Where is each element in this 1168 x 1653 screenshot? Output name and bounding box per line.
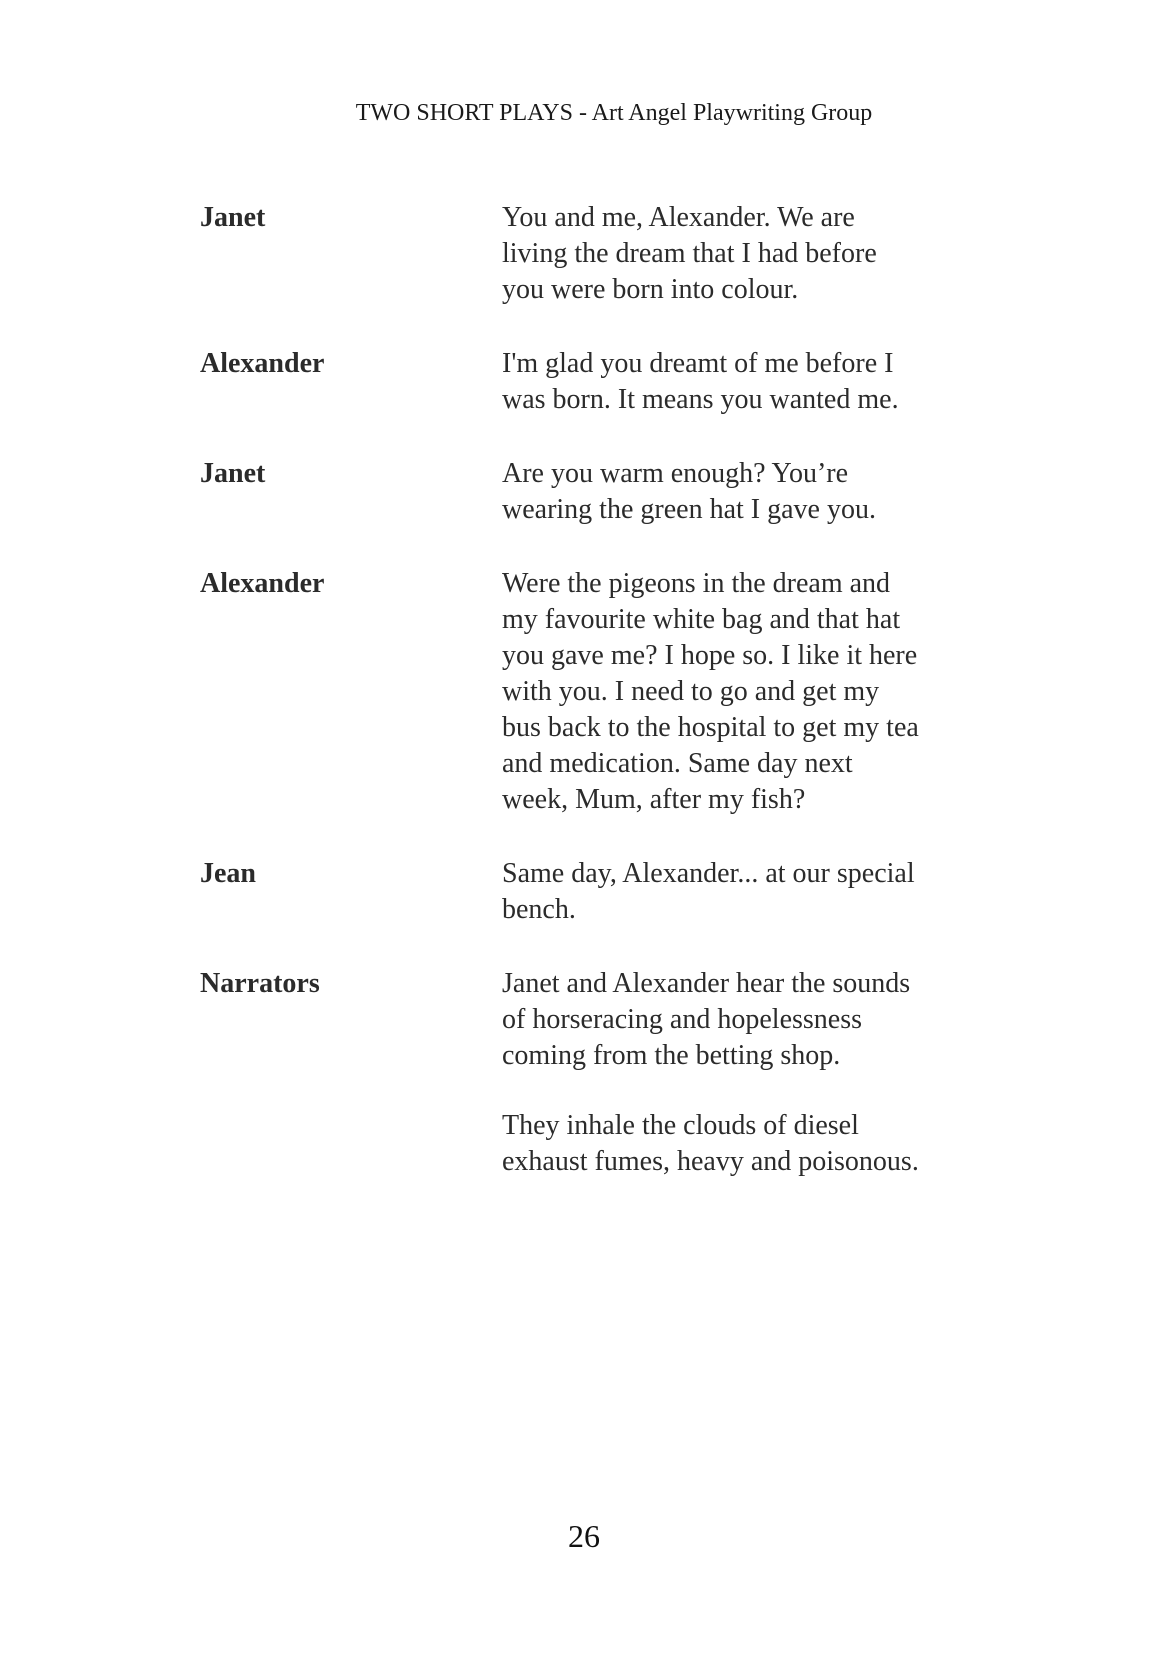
dialogue-entry — [200, 856, 920, 928]
dialogue-paragraph: I'm glad you dreamt of me before I was born. It means you wanted me. — [502, 348, 899, 415]
dialogue-text — [502, 566, 920, 818]
dialogue-entry — [200, 966, 920, 1180]
speaker-name: Narrators — [200, 968, 320, 999]
dialogue-text — [502, 200, 920, 308]
script-body — [200, 200, 920, 1218]
dialogue-paragraph: Same day, Alexander... at our special bench. — [502, 858, 915, 925]
speaker-name: Jean — [200, 858, 256, 889]
page-number: 26 — [568, 1518, 600, 1554]
dialogue-text — [502, 856, 920, 928]
speaker-name: Alexander — [200, 348, 325, 379]
speaker-name: Alexander — [200, 568, 325, 599]
running-header: TWO SHORT PLAYS - Art Angel Playwriting Group — [355, 100, 873, 126]
dialogue-entry — [200, 200, 920, 308]
dialogue-paragraph: You and me, Alexander. We are living the dream that I had before you were born into colour. — [502, 202, 877, 305]
dialogue-paragraph: They inhale the clouds of diesel exhaust fumes, heavy and poisonous. — [502, 1110, 919, 1177]
dialogue-paragraph: Are you warm enough? You’re wearing the green hat I gave you. — [502, 458, 876, 525]
speaker-name: Janet — [200, 202, 266, 233]
dialogue-paragraph: Were the pigeons in the dream and my favourite white bag and that hat you gave me? I hope so. I like it here with you. I need to go and get my bus back to the hospital to get my tea and medication. Same day next week, Mum, after my fish? — [502, 568, 919, 815]
dialogue-text — [502, 346, 920, 418]
dialogue-paragraph: Janet and Alexander hear the sounds of horseracing and hopelessness coming from the betting shop. — [502, 968, 911, 1071]
dialogue-entry — [200, 566, 920, 818]
dialogue-text — [502, 966, 920, 1180]
speaker-name: Janet — [200, 458, 266, 489]
dialogue-text — [502, 456, 920, 528]
dialogue-entry — [200, 346, 920, 418]
dialogue-entry — [200, 456, 920, 528]
